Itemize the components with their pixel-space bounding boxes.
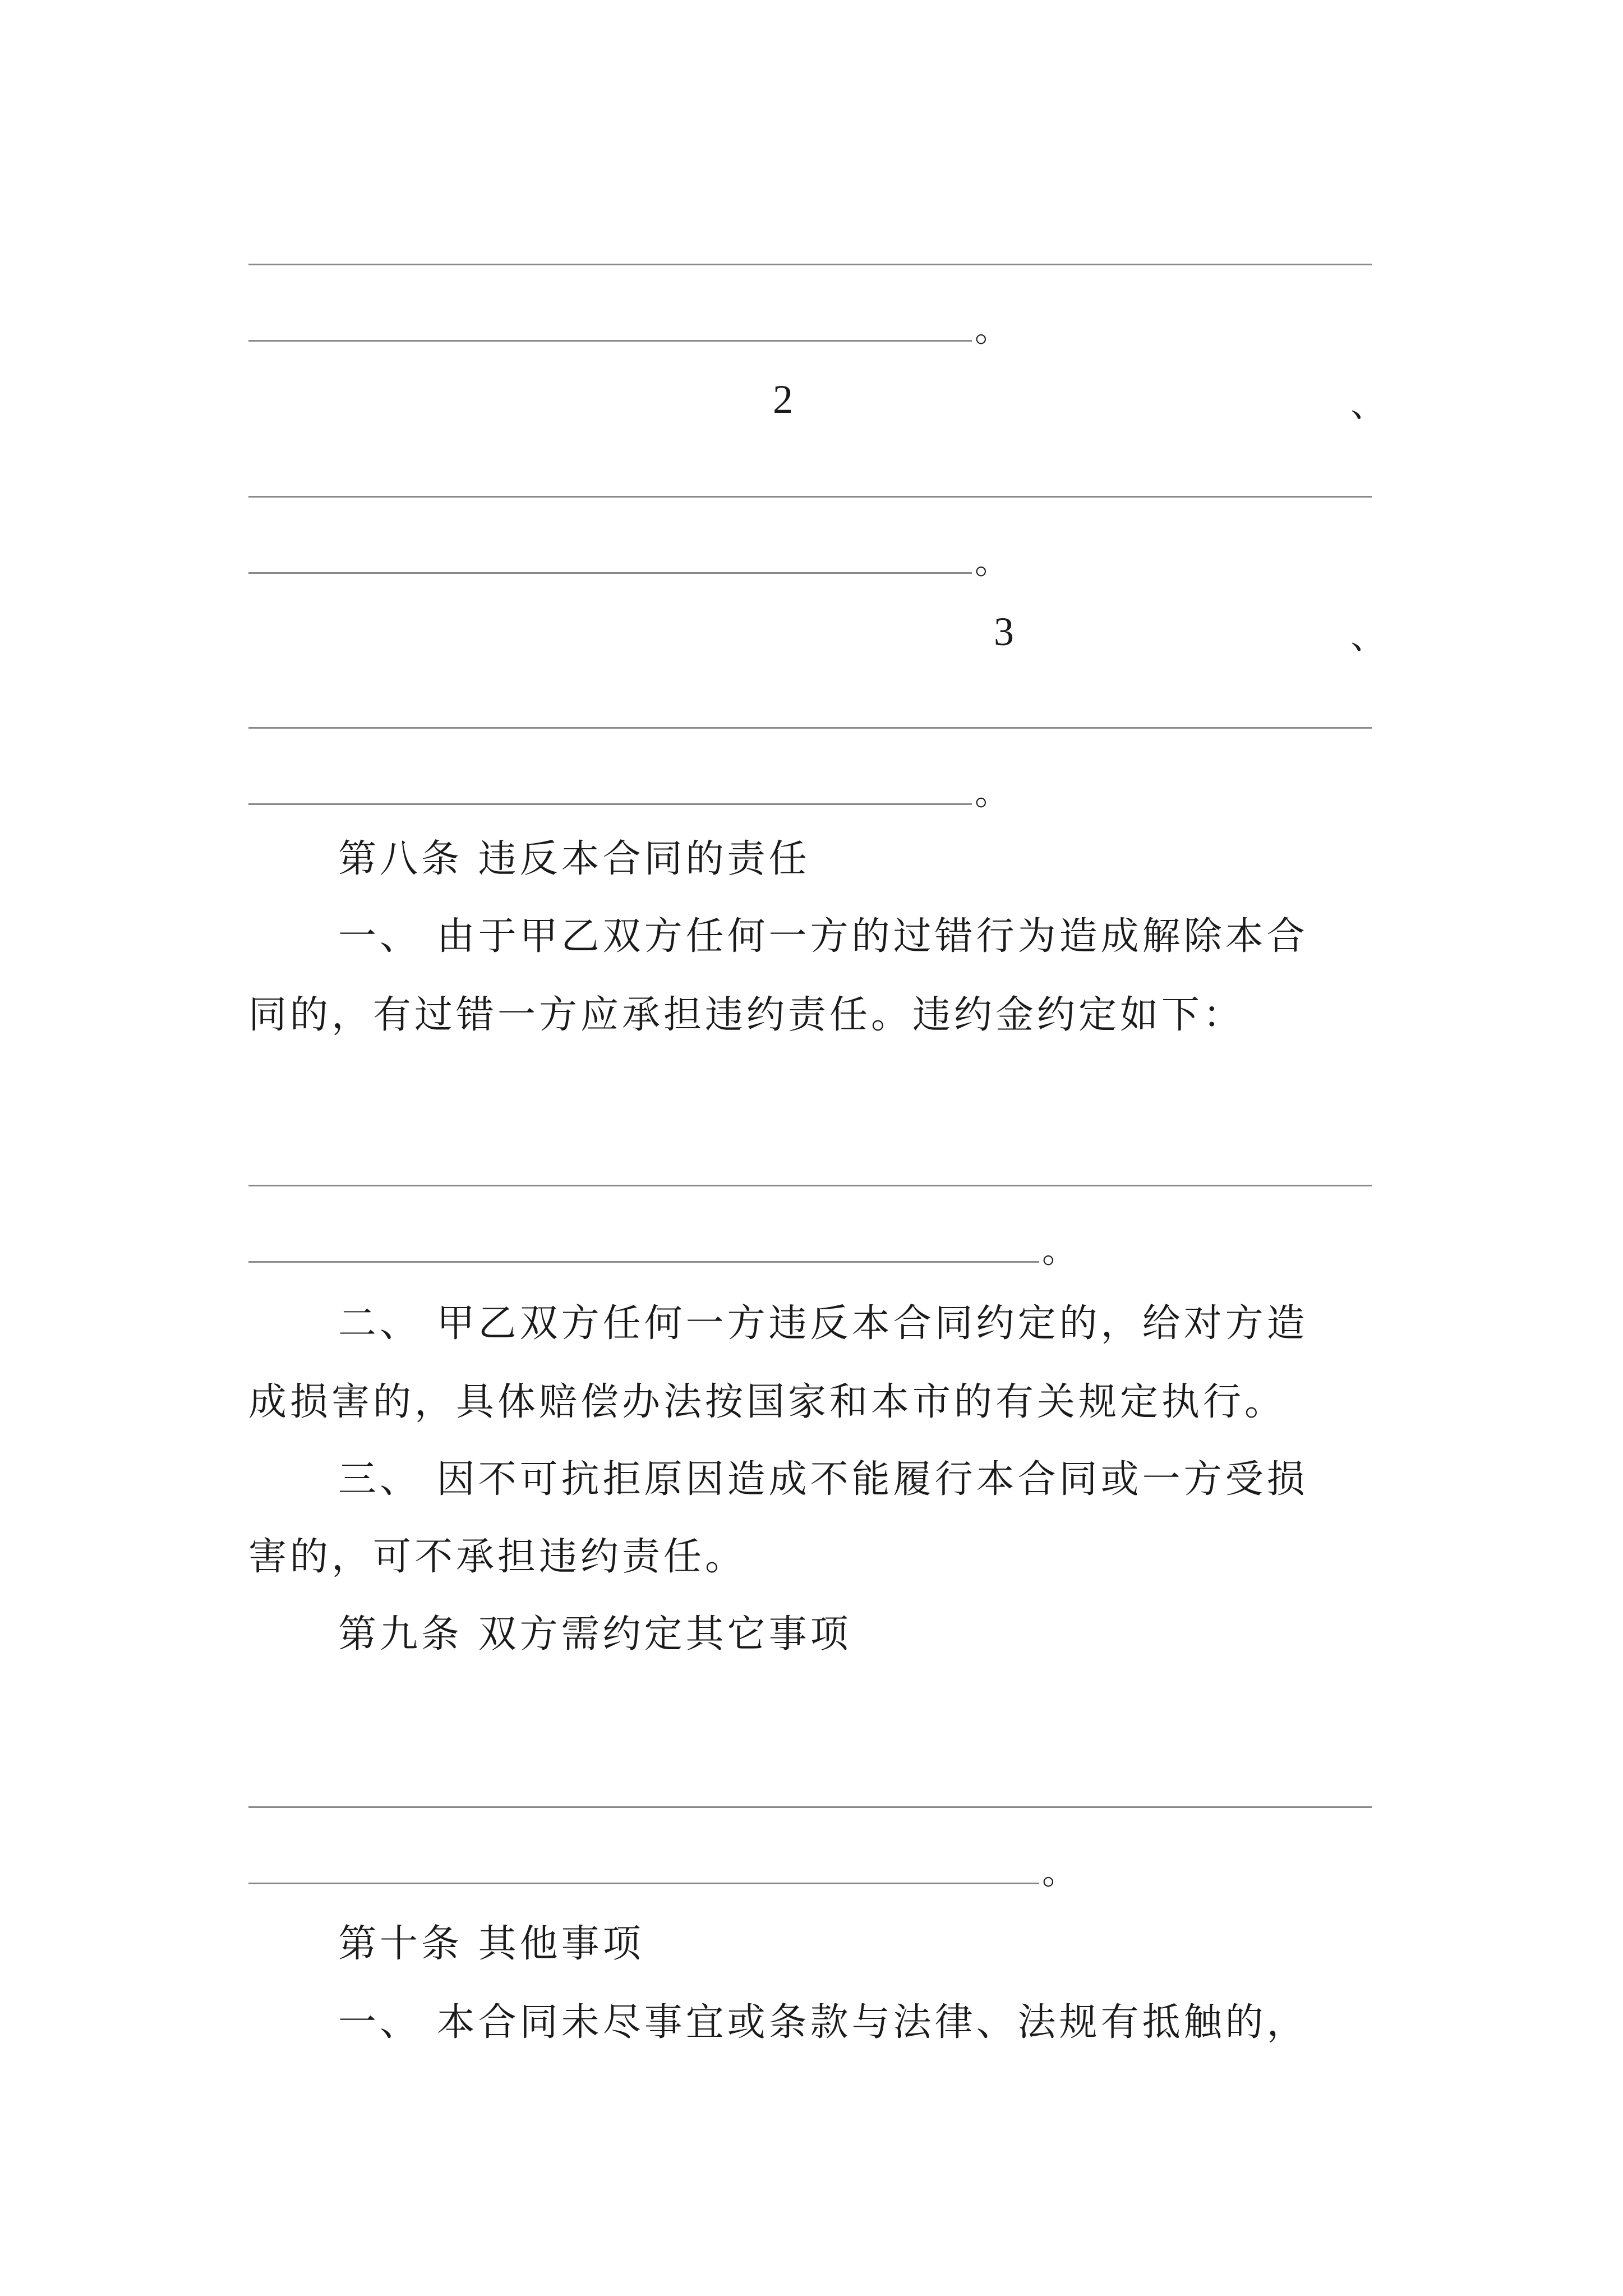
period-mark: 。 xyxy=(1042,1230,1077,1271)
article-8-clause-1-line-2: 同的，有过错一方应承担违约责任。违约金约定如下： xyxy=(248,993,1245,1037)
article-10-clause-1-line-1: 一、 本合同未尽事宜或条款与法律、法规有抵触的， xyxy=(338,2000,1308,2045)
blank-line xyxy=(248,727,1372,729)
period-mark: 。 xyxy=(975,772,1010,813)
article-8-heading: 第八条 违反本合同的责任 xyxy=(338,837,810,881)
article-10-heading: 第十条 其他事项 xyxy=(338,1922,644,1966)
period-mark: 。 xyxy=(975,541,1010,582)
blank-line xyxy=(248,340,972,342)
blank-line xyxy=(248,1185,1372,1186)
article-8-clause-3-line-2: 害的，可不承担违约责任。 xyxy=(248,1535,747,1579)
blank-line xyxy=(248,496,1372,498)
blank-line xyxy=(248,572,972,574)
article-8-clause-2-line-1: 二、 甲乙双方任何一方违反本合同约定的，给对方造 xyxy=(338,1301,1308,1346)
article-8-clause-2-line-2: 成损害的，具体赔偿办法按国家和本市的有关规定执行。 xyxy=(248,1380,1287,1424)
blank-line xyxy=(248,1883,1039,1884)
enum-mark: 、 xyxy=(1350,616,1386,657)
blank-line xyxy=(248,1806,1372,1808)
blank-line xyxy=(248,264,1372,265)
article-8-clause-1-line-1: 一、 由于甲乙双方任何一方的过错行为造成解除本合 xyxy=(338,914,1308,959)
enum-mark: 、 xyxy=(1350,384,1386,425)
article-9-heading: 第九条 双方需约定其它事项 xyxy=(338,1612,852,1657)
item-number: 2 xyxy=(773,377,793,422)
period-mark: 。 xyxy=(1042,1851,1077,1892)
article-8-clause-3-line-1: 三、 因不可抗拒原因造成不能履行本合同或一方受损 xyxy=(338,1457,1308,1502)
period-mark: 。 xyxy=(975,309,1010,349)
item-number: 3 xyxy=(994,609,1014,654)
blank-line xyxy=(248,1261,1039,1263)
blank-line xyxy=(248,803,972,805)
